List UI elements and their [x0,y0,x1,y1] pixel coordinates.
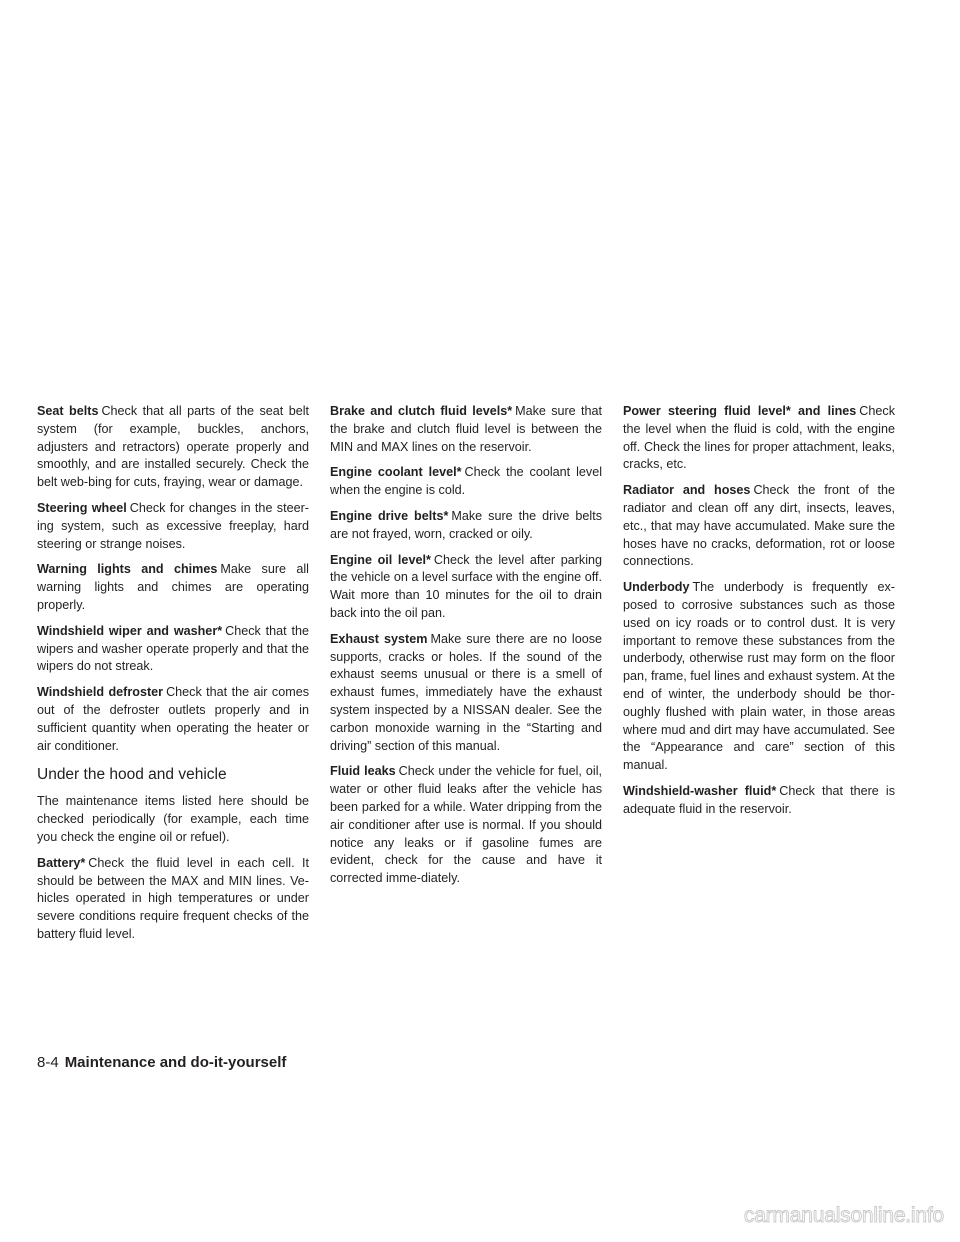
entry-engine-coolant [330,464,602,500]
entry-term: Power steering fluid level* and lines [623,404,857,418]
entry-text: Check that all parts of the seat belt system (for example, buckles, anchors, adjusters and retractors) operate properly and smoothly, and are installed securely. Check the belt web-bing for cuts, fraying, wear or damage. [37,404,309,490]
section-heading: Under the hood and vehicle [37,766,227,784]
entry-engine-oil [330,552,602,623]
entry-warning-lights [37,561,309,614]
entry-windshield-wiper [37,623,309,676]
entry-text: The underbody is frequently ex-posed to corrosive substances such as those used on icy roads or to control dust. It is very important to remove these substances from the underbody, otherwise rust may form on the floor pan, frame, fuel lines and exhaust system. At the end of winter, the underbody should be thor-oughly flushed with plain water, in those areas where mud and dirt may have accumulated. See the “Appearance and care” section of this manual. [623,580,895,773]
entry-term: Underbody [623,580,690,595]
entry-fluid-leaks [330,763,602,888]
entry-text: Check the level after parking the vehicle on a level surface with the engine off. Wait more than 10 minutes for the oil to drain back into the oil pan. [330,552,602,620]
entry-text: Check that there is adequate fluid in the reservoir. [623,783,895,816]
entry-steering-wheel [37,500,309,553]
entry-text: Check that the wipers and washer operate properly and that the wipers do not streak. [37,623,309,674]
text-column-1 [37,403,309,952]
entry-term: Engine drive belts* [330,508,449,523]
entry-washer-fluid [623,783,895,819]
entry-term: Engine coolant level* [330,465,462,480]
entry-term: Warning lights and chimes [37,562,218,577]
entry-term: Windshield wiper and washer* [37,623,223,638]
entry-text: Check for changes in the steer-ing system, such as excessive freeplay, hard steering or strange noises. [37,500,309,551]
entry-text: Make sure that the brake and clutch fluid level is between the MIN and MAX lines on the reservoir. [330,404,602,454]
entry-text: Check the front of the radiator and clean off any dirt, insects, leaves, etc., that may have accumulated. Make sure the hoses have no cracks, deformation, rot or loose connections. [623,483,895,569]
entry-windshield-defroster [37,684,309,755]
entry-term: Radiator and hoses [623,483,751,498]
entry-term: Windshield-washer fluid* [623,783,777,798]
page-footer [37,1053,286,1073]
entry-term: Seat belts [37,404,99,418]
entry-term: Windshield defroster [37,685,164,700]
entry-term: Steering wheel [37,500,127,515]
entry-underbody [623,579,895,775]
entry-engine-drive-belts [330,508,602,544]
entry-radiator-hoses [623,482,895,571]
entry-power-steering [623,403,895,474]
entry-term: Battery* [37,855,86,870]
text-column-3 [623,403,895,827]
entry-term: Fluid leaks [330,764,396,779]
entry-term: Engine oil level* [330,552,431,567]
entry-brake-clutch-fluid [330,403,602,456]
entry-exhaust-system [330,631,602,756]
entry-text: Check the level when the fluid is cold, with the engine off. Check the lines for proper attachment, leaks, cracks, etc. [623,404,895,472]
entry-text: Make sure the drive belts are not frayed, worn, cracked or oily. [330,508,603,541]
text-column-2 [330,403,602,896]
entry-term: Brake and clutch fluid levels* [330,404,513,418]
entry-term: Exhaust system [330,631,428,646]
entry-battery [37,855,309,944]
entry-text: Make sure all warning lights and chimes are operating properly. [37,562,309,612]
entry-text: Check the coolant level when the engine is cold. [330,465,602,498]
entry-text: Check that the air comes out of the defroster outlets properly and in sufficient quantity when operating the heater or air conditioner. [37,685,310,753]
section-intro: The maintenance items listed here should be checked periodically (for example, each time you check the engine oil or refuel). [37,794,309,844]
watermark-logo [726,1196,946,1232]
chapter-title: Maintenance and do-it-yourself [64,1054,287,1071]
svg-text:carmanualsonline.info: carmanualsonline.info [743,1204,944,1227]
page-number: 8-4 [37,1054,59,1071]
entry-text: Make sure there are no loose supports, cracks or holes. If the sound of the exhaust seems unusual or there is a smell of exhaust fumes, immediately have the exhaust system inspected by a NISSAN dealer. See the carbon monoxide warning in the “Starting and driving” section of this manual. [330,631,602,753]
entry-seat-belts [37,403,309,492]
entry-text: Check the fluid level in each cell. It should be between the MAX and MIN lines. Ve-hicles operated in high temperatures or under severe conditions require frequent checks of the battery fluid level. [37,855,309,941]
entry-text: Check under the vehicle for fuel, oil, water or other fluid leaks after the vehicle has been parked for a while. Water dripping from the air conditioner after use is normal. If you should notice any leaks or if gasoline fumes are evident, check for the cause and have it corrected imme-diately. [330,764,602,886]
